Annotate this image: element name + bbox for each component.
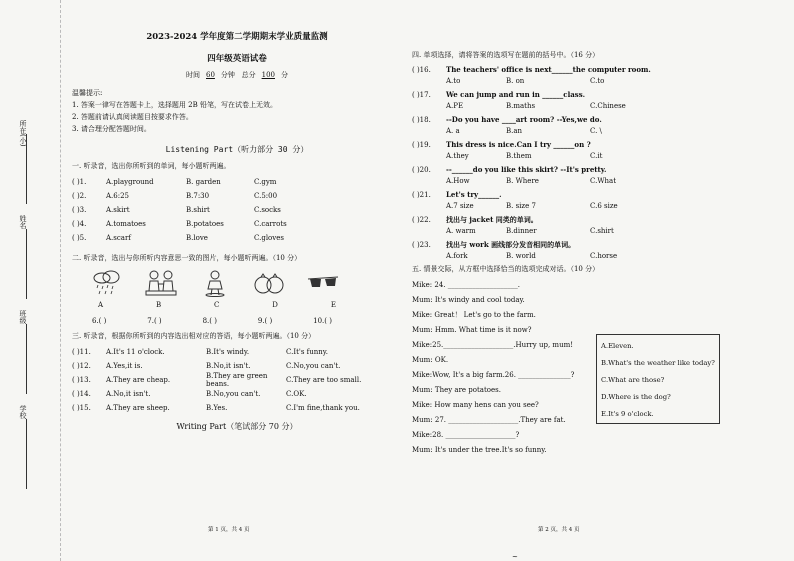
answer-bracket[interactable]: ( )4. <box>72 220 87 228</box>
question-text: 找出与 work 画线部分发音相同的单词。 <box>446 239 576 249</box>
dialogue-line: Mum: It's windy and cool today. <box>412 296 525 304</box>
side-field-line[interactable] <box>26 229 27 299</box>
answer-bracket[interactable]: ( )19. <box>412 140 431 149</box>
question-row <box>72 387 402 401</box>
option-c: C.OK. <box>286 390 307 398</box>
side-field-label: 姓名 <box>19 215 27 229</box>
option-row <box>412 200 792 211</box>
option-b: B.Yes. <box>206 404 228 412</box>
time-unit: 分钟 <box>220 71 235 79</box>
option-a: A.No,it isn't. <box>106 390 151 398</box>
dialogue-line[interactable]: Mike:28. ____________________? <box>412 431 520 439</box>
dialogue-line[interactable]: Mike:Wow, It's a big farm.26. _______________? <box>412 371 575 379</box>
dialogue-line[interactable]: Mum: 27. ____________________.They are fat. <box>412 416 566 424</box>
option-a: A.7 size <box>446 201 474 210</box>
picture-answers <box>92 317 332 325</box>
option-a: A. warm <box>446 226 476 235</box>
option-b: B. Where <box>506 176 539 185</box>
option-b: B.them <box>506 151 532 160</box>
exam-title: 2023-2024 学年度第二学期期末学业质量监测 <box>146 32 328 42</box>
answer-bracket[interactable]: ( )12. <box>72 362 91 370</box>
option-c: C.shirt <box>590 226 614 235</box>
option-b: B.potatoes <box>186 220 224 228</box>
dialogue-line[interactable]: Mike: 24. ____________________. <box>412 281 520 289</box>
option-row <box>412 175 792 186</box>
dialogue-line: Mum: It's under the tree.It's so funny. <box>412 446 547 454</box>
listening-part-title: Listening Part（听力部分 30 分） <box>165 145 309 154</box>
option-b: B. size 7 <box>506 201 536 210</box>
option-a: A.tomatoes <box>106 220 146 228</box>
answer-bracket[interactable]: 10.( ) <box>313 317 332 325</box>
answer-bracket[interactable]: ( )3. <box>72 206 87 214</box>
option-b: B. world <box>506 251 536 260</box>
option-row <box>412 250 792 261</box>
option-c: C.horse <box>590 251 618 260</box>
notice-item: 2. 答题前请认真阅读题目按要求作答。 <box>72 113 193 121</box>
option-c: C.to <box>590 76 605 85</box>
dialogue-line: Mum: Hmm. What time is it now? <box>412 326 532 334</box>
picture-labels <box>98 301 336 309</box>
answer-bracket[interactable]: 6.( ) <box>92 317 107 325</box>
answer-bracket[interactable]: ( )1. <box>72 178 87 186</box>
option-a: A.playground <box>106 178 154 186</box>
question-row <box>72 345 402 359</box>
option-a: A.They are sheep. <box>106 404 170 412</box>
option-c: C.5:00 <box>254 192 278 200</box>
question-row <box>72 359 402 373</box>
picture-label: C <box>214 301 220 309</box>
girl-picture <box>198 269 232 297</box>
picture-label: E <box>330 301 336 309</box>
picture-row <box>90 269 340 297</box>
question-row <box>72 189 402 203</box>
answer-bracket[interactable]: ( )22. <box>412 215 431 224</box>
side-field-label: 学校 <box>19 405 27 419</box>
answer-bracket[interactable]: 8.( ) <box>202 317 217 325</box>
stray-mark: ~ <box>512 553 518 561</box>
children-picture <box>144 269 178 297</box>
exam-time-score <box>72 70 402 80</box>
question-row <box>412 214 792 225</box>
option-b: B. on <box>506 76 525 85</box>
side-field-school-place <box>14 120 40 210</box>
answer-bracket[interactable]: ( )17. <box>412 90 431 99</box>
option-c: C.I'm fine,thank you. <box>286 404 360 412</box>
option-b: B.They are green beans. <box>206 372 268 388</box>
option-c: C.gloves <box>254 234 284 242</box>
sunglasses-picture <box>306 269 340 297</box>
answer-bracket[interactable]: 9.( ) <box>257 317 273 325</box>
binding-strip <box>14 120 40 480</box>
tomatoes-picture <box>252 269 286 297</box>
option-b: B.No,it isn't. <box>206 362 251 370</box>
page-footer-right: 第 2 页，共 4 页 <box>538 527 580 533</box>
binding-dashed-line <box>60 0 61 561</box>
option-a: A.skirt <box>106 206 130 214</box>
score-label: 总分 <box>241 71 256 79</box>
part5-instruction: 五. 情景交际，从方框中选择恰当的选项完成对话。（10 分） <box>412 265 600 273</box>
part4-instruction: 四. 单项选择，请将答案的选项写在题前的括号中。（16 分） <box>412 51 600 59</box>
question-row <box>412 164 792 175</box>
option-b: B.an <box>506 126 523 135</box>
dialogue-line[interactable]: Mike:25.____________________.Hurry up, mum! <box>412 341 574 349</box>
page-footer-left: 第 1 页，共 4 页 <box>208 527 250 533</box>
time-value: 60 <box>206 71 215 79</box>
option-a: A.fork <box>446 251 468 260</box>
side-field-class <box>14 310 40 400</box>
option-a: A. a <box>446 126 460 135</box>
option-a: A.They are cheap. <box>106 376 171 384</box>
dialogue-line: Mike: How many hens can you see? <box>412 401 539 409</box>
question-text: This dress is nice.Can I try ______on ? <box>446 140 591 149</box>
side-field-label: 所在(小) <box>19 120 27 147</box>
exam-subtitle: 四年级英语试卷 <box>207 54 267 64</box>
answer-bracket[interactable]: ( )5. <box>72 234 87 242</box>
question-text: --Do you have ____art room? --Yes,we do. <box>446 115 602 124</box>
question-row <box>412 189 792 200</box>
option-item: E.It's 9 o'clock. <box>601 410 654 418</box>
dialogue-line: Mike: Great！ Let's go to the farm. <box>412 311 536 319</box>
answer-bracket[interactable]: ( )13. <box>72 376 91 384</box>
answer-bracket[interactable]: ( )16. <box>412 65 431 74</box>
option-a: A.6:25 <box>106 192 129 200</box>
option-a: A.to <box>446 76 461 85</box>
part3-instruction: 三. 听录音，根据你所听到的内容选出相对应的答语，每小题听两遍。（10 分） <box>72 332 316 340</box>
option-b: B.It's windy. <box>206 348 250 356</box>
answer-bracket[interactable]: ( )11. <box>72 348 91 356</box>
answer-bracket[interactable]: ( )15. <box>72 404 91 412</box>
question-text: The teachers' office is next______the computer room. <box>446 65 651 74</box>
part2-instruction: 二. 听录音，选出与你所听内容意思一致的图片，每小题听两遍。（10 分） <box>72 254 302 262</box>
option-c: C.They are too small. <box>286 376 362 384</box>
picture-label: D <box>272 301 278 309</box>
option-c: C.6 size <box>590 201 618 210</box>
question-row <box>72 217 402 231</box>
score-value: 100 <box>261 71 275 79</box>
side-field-name <box>14 215 40 305</box>
option-row <box>412 225 792 236</box>
time-label: 时间 <box>186 71 200 79</box>
option-a: A.Yes,it is. <box>106 362 143 370</box>
option-c: C. \ <box>590 126 602 135</box>
notice-item: 3. 请合理分配答题时间。 <box>72 125 151 133</box>
question-row <box>412 89 792 100</box>
answer-bracket[interactable]: ( )2. <box>72 192 87 200</box>
answer-bracket[interactable]: ( )18. <box>412 115 431 124</box>
answer-bracket[interactable]: 7.( ) <box>147 317 162 325</box>
option-a: A.How <box>446 176 470 185</box>
option-c: C.Chinese <box>590 101 626 110</box>
option-item: D.Where is the dog? <box>601 393 671 401</box>
side-field-line[interactable] <box>26 419 27 489</box>
question-row <box>412 239 792 250</box>
option-row <box>412 100 792 111</box>
option-b: B.love <box>186 234 208 242</box>
dialogue-line: Mum: They are potatoes. <box>412 386 501 394</box>
option-a: A.they <box>446 151 469 160</box>
notice-item: 1. 答案一律写在答题卡上，选择题用 2B 铅笔，写在试卷上无效。 <box>72 101 277 109</box>
question-row <box>72 203 402 217</box>
option-c: C.carrots <box>254 220 287 228</box>
option-item: A.Eleven. <box>601 342 634 350</box>
question-text: 找出与 jacket 同类的单词。 <box>446 214 538 224</box>
question-text: Let's try______. <box>446 190 502 199</box>
side-field-label: 班级 <box>19 310 27 324</box>
question-row <box>412 114 792 125</box>
side-field-line[interactable] <box>26 324 27 394</box>
option-c: C.It's funny. <box>286 348 329 356</box>
option-b: B.No,you can't. <box>206 390 261 398</box>
option-row <box>412 75 792 86</box>
page-left <box>72 30 402 432</box>
question-row <box>72 373 402 387</box>
rain-cloud-picture <box>90 269 124 297</box>
score-unit: 分 <box>280 71 288 79</box>
option-c: C.What <box>590 176 617 185</box>
side-field-school <box>14 405 40 495</box>
answer-bracket[interactable]: ( )14. <box>72 390 91 398</box>
option-c: C.No,you can't. <box>286 362 341 370</box>
writing-part-title: Writing Part（笔试部分 70 分） <box>176 422 298 431</box>
option-c: C.socks <box>254 206 281 214</box>
question-row <box>72 175 402 189</box>
picture-label: A <box>98 301 104 309</box>
option-a: A.PE <box>446 101 464 110</box>
notice-block <box>72 88 402 134</box>
option-b: B. garden <box>186 178 221 186</box>
option-item: C.What are those? <box>601 376 665 384</box>
options-box <box>596 334 720 424</box>
question-row <box>72 401 402 415</box>
option-c: C.gym <box>254 178 277 186</box>
answer-bracket[interactable]: ( )21. <box>412 190 431 199</box>
option-a: A.scarf <box>106 234 131 242</box>
question-row <box>412 139 792 150</box>
question-text: --______do you like this skirt? --It's pretty. <box>446 165 607 174</box>
option-b: B.dinner <box>506 226 537 235</box>
option-item: B.What's the weather like today? <box>601 359 715 367</box>
dialogue-line: Mum: OK. <box>412 356 449 364</box>
option-c: C.it <box>590 151 603 160</box>
part1-instruction: 一. 听录音，选出你所听到的单词，每小题听两遍。 <box>72 162 231 170</box>
option-b: B.shirt <box>186 206 210 214</box>
question-text: We can jump and run in ______class. <box>446 90 586 99</box>
question-row <box>72 231 402 245</box>
option-a: A.It's 11 o'clock. <box>106 348 165 356</box>
option-row <box>412 150 792 161</box>
option-b: B.7:30 <box>186 192 210 200</box>
answer-bracket[interactable]: ( )20. <box>412 165 431 174</box>
question-row <box>412 64 792 75</box>
option-row <box>412 125 792 136</box>
picture-label: B <box>155 301 162 309</box>
side-field-line[interactable] <box>26 134 27 204</box>
option-b: B.maths <box>506 101 536 110</box>
answer-bracket[interactable]: ( )23. <box>412 240 431 249</box>
notice-title: 温馨提示: <box>72 89 103 97</box>
